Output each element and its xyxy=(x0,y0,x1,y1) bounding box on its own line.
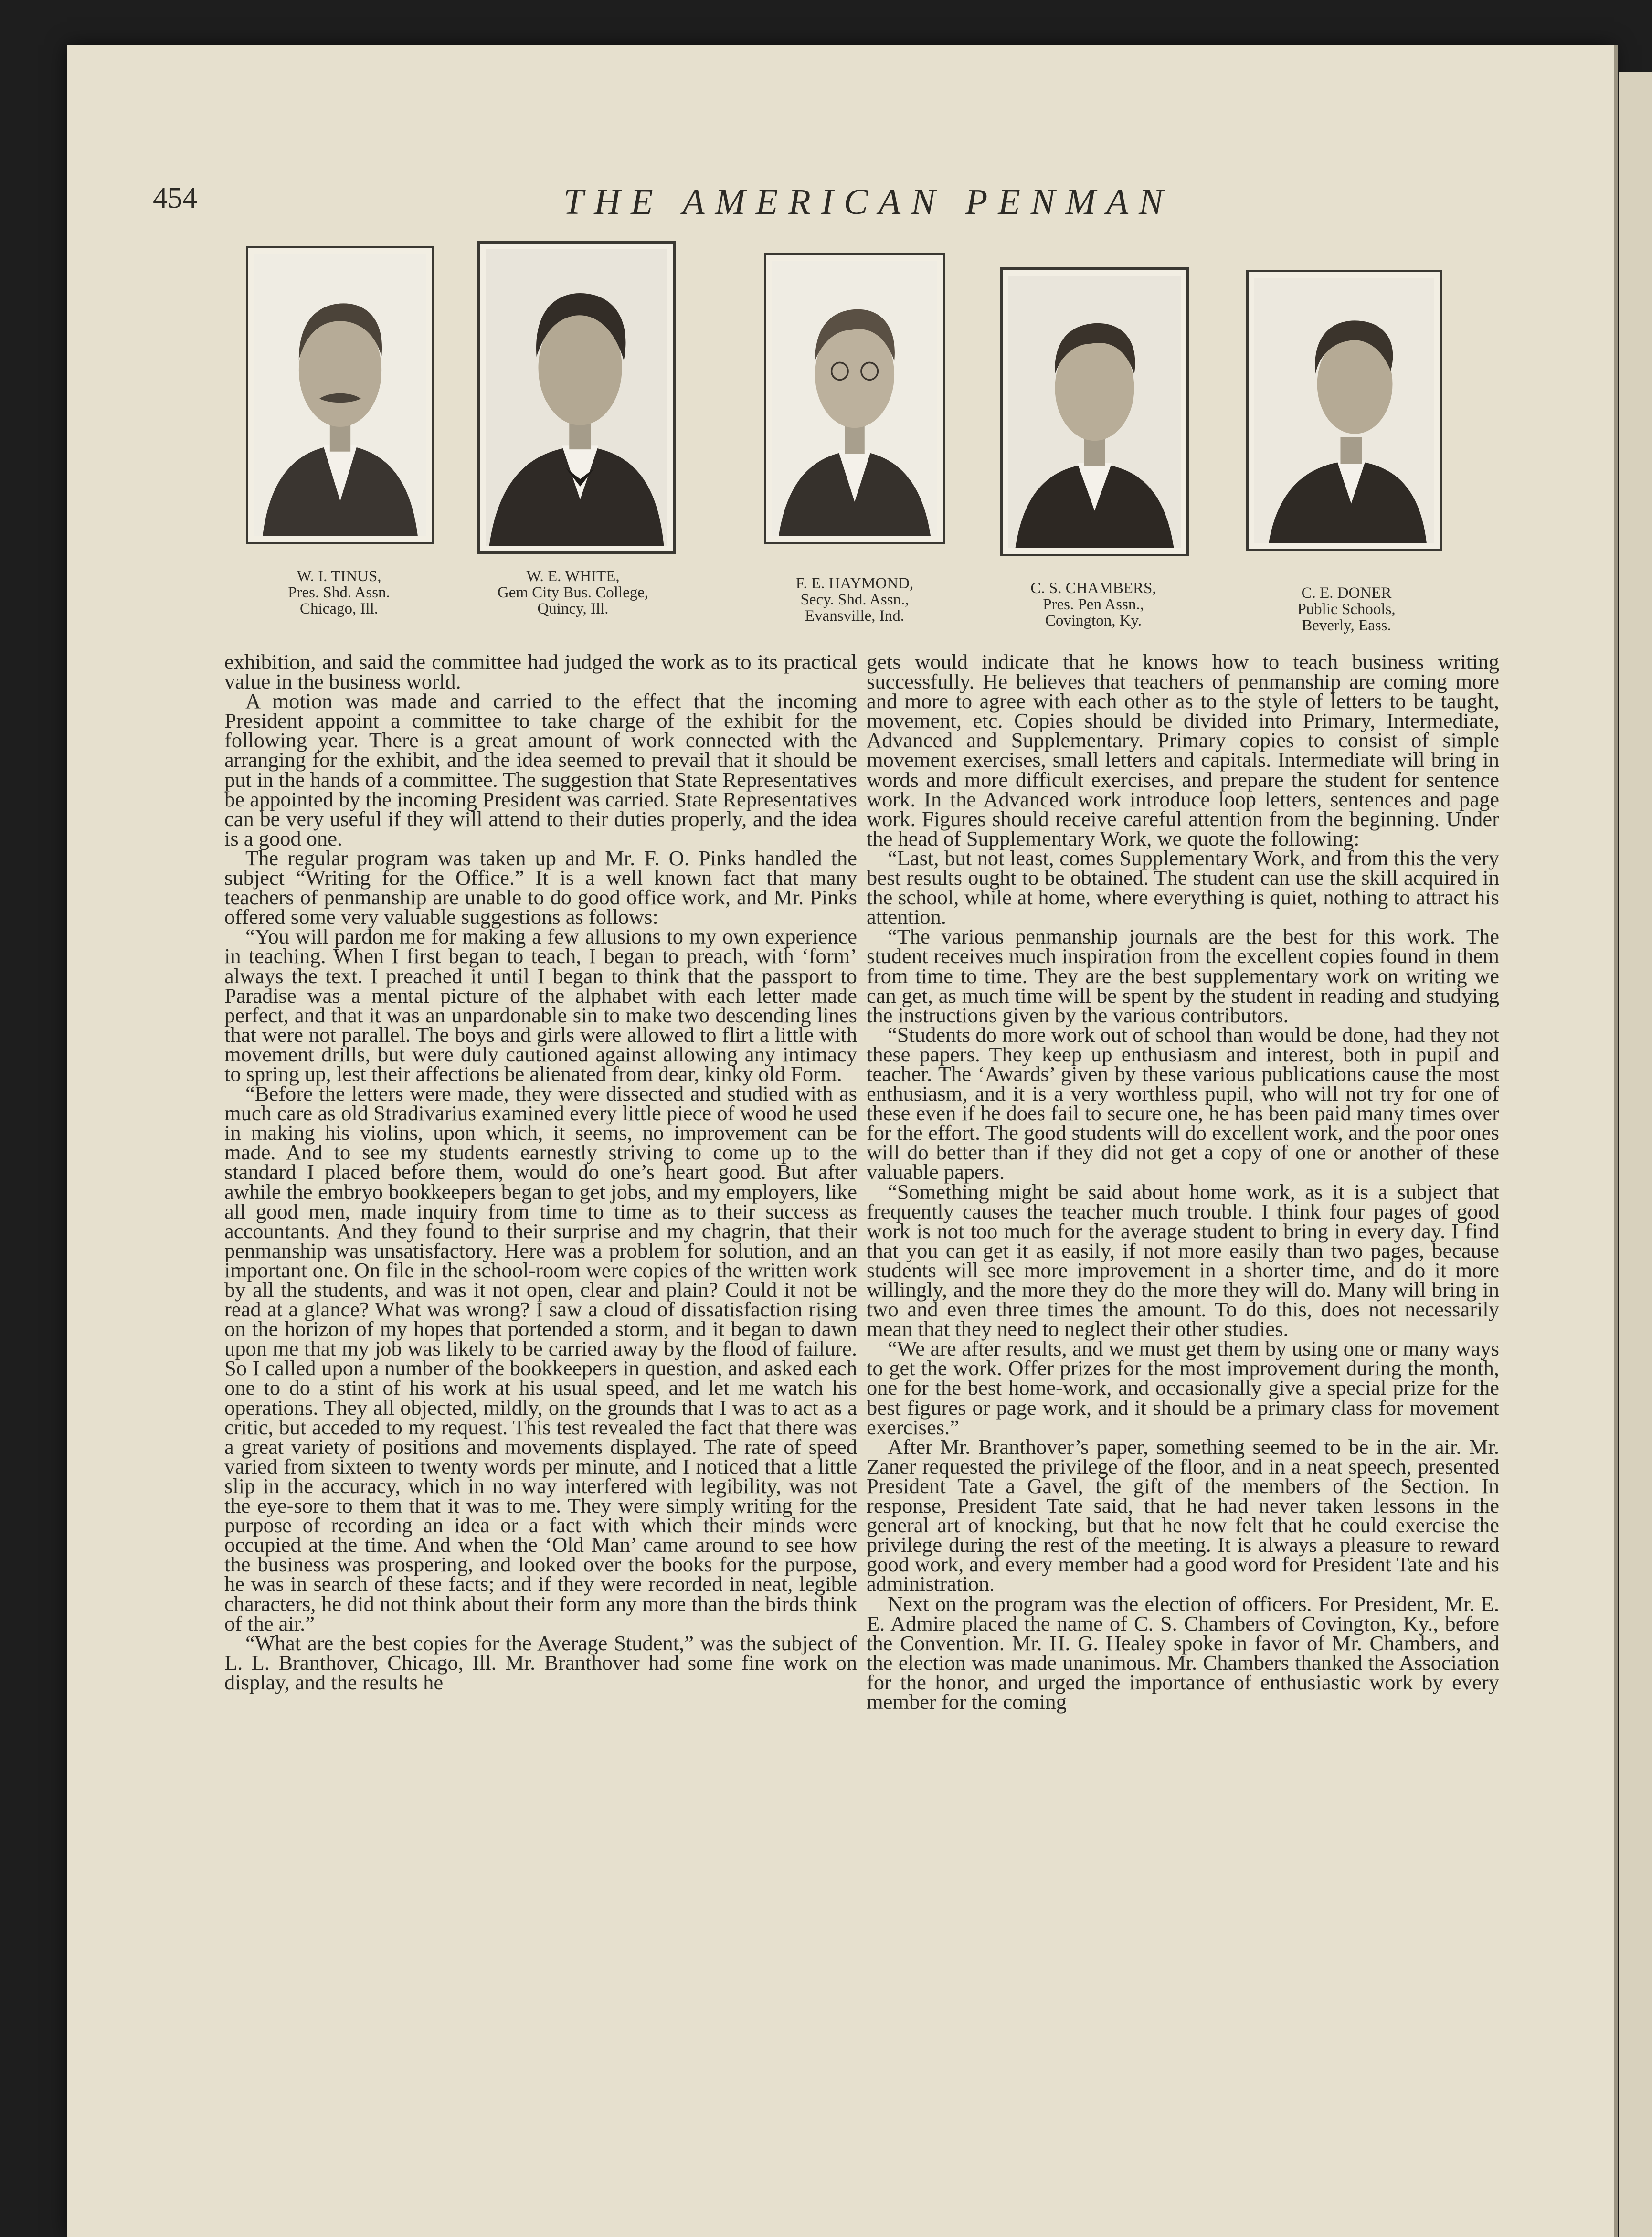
portrait-photo xyxy=(1254,278,1434,543)
caption-name: C. E. DONER xyxy=(1301,584,1392,602)
caption-tinus xyxy=(239,568,439,617)
portrait-chambers xyxy=(1000,267,1189,556)
portrait-tinus xyxy=(246,246,434,544)
caption-title: Gem City Bus. College, xyxy=(497,584,649,601)
caption-location: Beverly, Eass. xyxy=(1302,617,1391,634)
paragraph: exhibition, and said the committee had judged the work as to its practical value in the business world. xyxy=(224,650,857,694)
portrait-doner xyxy=(1246,270,1442,551)
page-number: 454 xyxy=(153,182,197,214)
caption-doner xyxy=(1246,585,1447,634)
caption-name: W. E. WHITE, xyxy=(526,568,620,585)
paragraph: The regular program was taken up and Mr. F. O. Pinks handled the subject “Writing for the Office.” It is a well known fact that many teachers of penmanship are unable to do good office work, and Mr. Pinks offered some very valuable suggestions as follows: xyxy=(224,846,857,929)
caption-name: F. E. HAYMOND, xyxy=(795,575,914,592)
caption-title: Public Schools, xyxy=(1297,601,1396,618)
paragraph: gets would indicate that he knows how to teach business writing successfully. He believes that teachers of penmanship are coming more and more to agree with each other as to the style of letters to be taught, movement, etc. Copies should be divided into Primary, Intermediate, Advanced and Supplementary. Primary copies to consist of simple movement exercises, small letters and capitals. Intermediate will bring in words and more difficult exercises, and prepare the student for sentence work. In the Advanced work introduce loop letters, sentences and page work. Figures should receive careful attention from the beginning. Under the head of Supplementary Work, we quote the following: xyxy=(867,650,1499,850)
caption-location: Covington, Ky. xyxy=(1045,612,1142,629)
paragraph: Next on the program was the election of officers. For President, Mr. E. E. Admire placed the name of C. S. Chambers of Covington, Ky., before the Convention. Mr. H. G. Healey spoke in favor of Mr. Chambers, and the election was made unanimous. Mr. Chambers thanked the Association for the honor, and urged the importance of enthusiastic work by every member for the coming xyxy=(867,1591,1499,1714)
caption-white xyxy=(458,568,688,617)
portrait-white xyxy=(477,241,676,554)
caption-title: Pres. Shd. Assn. xyxy=(288,584,390,601)
paragraph: A motion was made and carried to the effect that the incoming President appoint a committee to take charge of the exhibit for the following year. There is a great amount of work connected with the arranging for the exhibit, and the idea seemed to prevail that it should be put in the hands of a committee. The suggestion that State Representatives be appointed by the incoming President was carried. State Representatives can be very useful if they will attend to their duties properly, and the idea is a good one. xyxy=(224,689,857,850)
caption-haymond xyxy=(745,575,964,624)
paragraph: “Something might be said about home work, as it is a subject that frequently causes the teacher much trouble. I think four pages of good work is not too much for the average student to bring in every day. I find that you can get it as easily, if not more easily than two pages, because students will see more improvement in a shorter time, and do it more willingly, and the more they do the more they will do. Many will bring in two and even three times the amount. To do this, does not necessarily mean that they need to neglect their other studies. xyxy=(867,1179,1499,1341)
paragraph: “Students do more work out of school than would be done, had they not these papers. They keep up enthusiasm and interest, both in pupil and teacher. The ‘Awards’ given by these various publications cause the most enthusiasm, and it is a very worthless pupil, who will not try for one of these even if he does fail to secure one, he has been paid many times over for the effort. The good students will do excellent work, and the poor ones will do better than if they did not get a copy of one or another of these valuable papers. xyxy=(867,1022,1499,1184)
next-page-edge xyxy=(1619,72,1652,2237)
caption-title: Pres. Pen Assn., xyxy=(1043,596,1144,613)
page-fold-line xyxy=(1614,45,1618,2237)
paragraph: “Before the letters were made, they were dissected and studied with as much care as old Stradivarius examined every little piece of wood he used in making his violins, upon which, it seems, no improvement can be made. And to see my students earnestly striving to come up to the standard I placed before them, would do one’s heart good. But after awhile the embryo bookkeepers began to get jobs, and my employers, like all good men, made inquiry from time to time as to their success as accountants. And they found to their surprise and my chagrin, that their penmanship was unsatisfactory. Here was a problem for solution, and an important one. On file in the school-room were copies of the written work by all the students, and was it not open, clear and plain? Could it not be read at a glance? What was wrong? I saw a cloud of dissatisfaction rising on the horizon of my hopes that portended a storm, and it began to dawn upon me that my job was likely to be carried away by the flood of failure. So I called upon a number of the bookkeepers in question, and asked each one to do a stint of his work at his usual speed, and let me watch his operations. They all objected, mildly, on the grounds that I was to act as a critic, but acceded to my request. This test revealed the fact that there was a great variety of positions and movements displayed. The rate of speed varied from sixteen to twenty words per minute, and I noticed that a little slip in the accuracy, which in no way interfered with legibility, was not the eye-sore to them that it was to me. They were simply writing for the purpose of recording an idea or a fact with which their minds were occupied at the time. And when the ‘Old Man’ came around to see how the business was prospering, and looked over the books for the purpose, he was in search of these facts; and if they were recorded in neat, legible characters, he did not think about their form any more than the birds think of the air.” xyxy=(224,1081,857,1635)
portrait-photo xyxy=(772,261,937,536)
caption-title: Secy. Shd. Assn., xyxy=(800,591,909,608)
paragraph: “What are the best copies for the Average Student,” was the subject of L. L. Branthover, Chicago, Ill. Mr. Branthover had some fine work on display, and the results he xyxy=(224,1631,857,1694)
caption-location: Evansville, Ind. xyxy=(805,607,905,625)
paragraph: “We are after results, and we must get them by using one or many ways to get the work. Offer prizes for the most improvement during the month, one for the best home-work, and occasionally give a special prize for the best figures or page work, and it should be a primary class for movement exercises.” xyxy=(867,1336,1499,1439)
caption-chambers xyxy=(984,580,1203,629)
caption-name: C. S. CHAMBERS, xyxy=(1030,580,1156,597)
caption-location: Quincy, Ill. xyxy=(537,600,609,617)
journal-title: THE AMERICAN PENMAN xyxy=(563,182,1174,222)
caption-location: Chicago, Ill. xyxy=(299,600,379,617)
caption-name: W. I. TINUS, xyxy=(297,568,381,585)
paragraph: “You will pardon me for making a few allusions to my own experience in teaching. When I first began to teach, I began to preach, with ‘form’ always the text. I preached it until I began to think that the passport to Paradise was a mental picture of the alphabet with each letter made perfect, and that it was an unpardonable sin to make two descending lines that were not parallel. The boys and girls were allowed to flirt a little with movement drills, but were duly cautioned against allowing any intimacy to spring up, lest their affections be alienated from dear, kinky old Form. xyxy=(224,924,857,1086)
left-text-column xyxy=(224,652,857,1692)
paragraph: “The various penmanship journals are the best for this work. The student receives much inspiration from the excellent copies found in them from time to time. They are the best supplementary work on writing we can get, as much time will be spent by the student in reading and studying the instructions given by the various contributors. xyxy=(867,924,1499,1027)
portrait-photo xyxy=(1008,276,1181,548)
paragraph: After Mr. Branthover’s paper, something seemed to be in the air. Mr. Zaner requested the privilege of the floor, and in a neat speech, presented President Tate a Gavel, the gift of the members of the Section. In response, President Tate said, that he had never taken lessons in the general art of knocking, but that he now felt that he could exercise the privilege during the rest of the meeting. It is always a pleasure to reward good work, and every member had a good word for President Tate and his administration. xyxy=(867,1434,1499,1596)
portrait-haymond xyxy=(764,253,945,544)
right-text-column xyxy=(867,652,1499,1712)
portrait-photo xyxy=(254,254,426,536)
paragraph: “Last, but not least, comes Supplementary Work, and from this the very best results ought to be obtained. The student can use the skill acquired in the school, while at home, where everything is quiet, nothing to attract his attention. xyxy=(867,846,1499,929)
portrait-photo xyxy=(486,249,667,546)
